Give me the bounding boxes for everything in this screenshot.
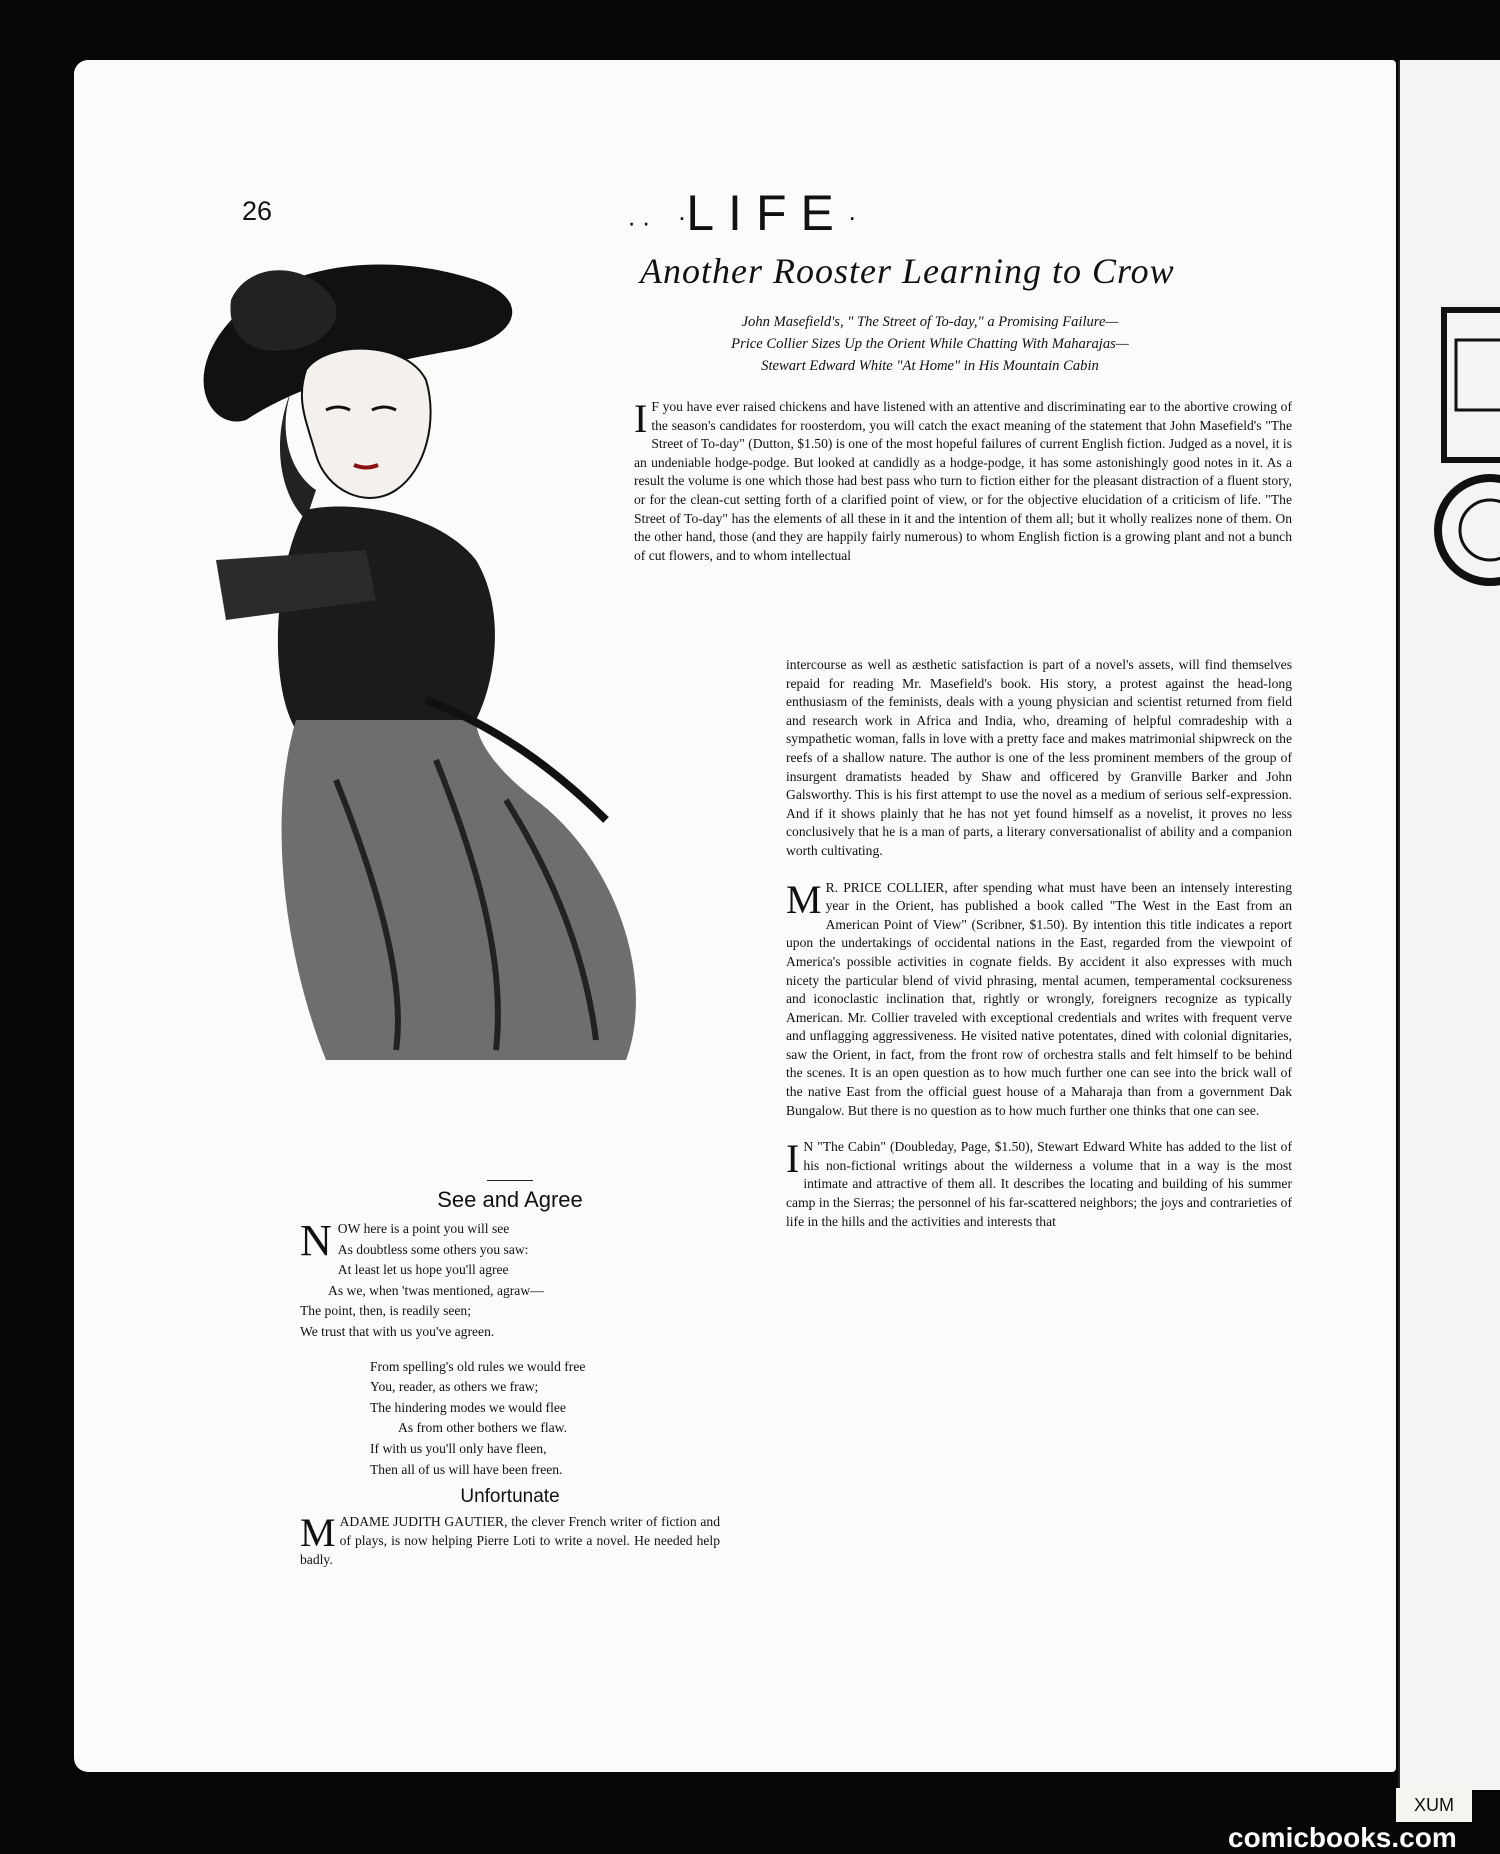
poem-divider <box>487 1180 533 1181</box>
poem-line: We trust that with us you've agreen. <box>300 1323 495 1339</box>
dropcap-m: M <box>786 876 822 922</box>
poem-line: As we, when 'twas mentioned, agraw— <box>328 1282 544 1298</box>
poem-line: If with us you'll only have fleen, <box>370 1440 547 1456</box>
subhead-line: Stewart Edward White "At Home" in His Mountain Cabin <box>761 358 1099 374</box>
dropcap-i: I <box>634 396 648 441</box>
unfortunate-paragraph <box>300 1512 720 1569</box>
poem-body <box>300 1216 720 1480</box>
source-watermark: comicbooks.com <box>1228 1822 1457 1853</box>
poem-line: Then all of us will have been freen. <box>370 1461 563 1477</box>
woman-in-hat-illustration <box>176 260 776 1130</box>
dropcap-m-2: M <box>300 1510 336 1556</box>
article-paragraph-2 <box>786 876 1292 1121</box>
poem-line: You, reader, as others we fraw; <box>370 1379 539 1395</box>
unfortunate-title: Unfortunate <box>460 1486 560 1508</box>
article-column-narrow <box>786 656 1292 1231</box>
poem-line: At least let us hope you'll agree <box>337 1262 509 1278</box>
article-paragraph-1 <box>634 398 1292 565</box>
masthead-dot-right: · <box>847 201 857 232</box>
unfortunate-text: ADAME JUDITH GAUTIER, the clever French writer of fiction and of plays, is now helping Pierre Loti to write a novel. He needed help badly. <box>300 1514 720 1568</box>
subhead-line: Price Collier Sizes Up the Orient While Chatting With Maharajas— <box>731 336 1129 352</box>
dropcap-i-2: I <box>786 1136 800 1182</box>
paragraph-3-text: N "The Cabin" (Doubleday, Page, $1.50), Stewart Edward White has added to the list of his non-fictional writings about the wilderness a volume that in a way is the most intimate and attractive of them all. It describes the locating and building of his summer camp in the Sierras; the personnel of his far-scattered neighbors; the joys and contrarieties of life in the hills and the activities and interests that <box>786 1139 1292 1229</box>
poem-line: OW here is a point you will see <box>337 1221 510 1236</box>
poem-line: The hindering modes we would flee <box>370 1399 566 1415</box>
adjacent-page-illustration-fragment <box>1430 300 1500 630</box>
masthead-dot-left: · <box>677 201 687 232</box>
poem-stanza-2 <box>370 1357 720 1481</box>
article-column-wide <box>634 398 1292 565</box>
masthead <box>628 184 878 242</box>
subhead-line: John Masefield's, " The Street of To-day," a Promising Failure— <box>741 314 1119 330</box>
poem-line: From spelling's old rules we would free <box>370 1358 586 1374</box>
paragraph-1-text: F you have ever raised chickens and have listened with an attentive and discriminating ear to the abortive crowing of the season's candidates for roosterdom, you will catch the exact meaning of the statement that John Masefield's "The Street of To-day" (Dutton, $1.50) is one of the most hopeful failures of current English fiction. Judged as a novel, it is an undeniable hodge-podge. But looked at candidly as a hodge-podge, it has some astonishingly good notes in it. As a result the volume is one which those had best pass who turn to fiction either for the pleasant distraction of a fluent story, or for the clean-cut setting forth of a clarified point of view, or for the objective elucidation of a criticism of life. "The Street of To-day" has the elements of all these in it and the intention of them all; but it wholly realizes none of them. On the other hand, those (and they are happily fairly numerous) to whom English fiction is a growing plant and not a bunch of cut flowers, and to whom intellectual <box>634 399 1292 563</box>
masthead-title: LIFE <box>686 185 848 241</box>
article-headline: Another Rooster Learning to Crow <box>640 251 1175 291</box>
poem-stanza-1 <box>300 1216 720 1343</box>
poem-line: The point, then, is readily seen; <box>300 1303 472 1319</box>
article-paragraph-1-continued: intercourse as well as æsthetic satisfaction is part of a novel's assets, will find themselves repaid for reading Mr. Masefield's book. His story, a protest against the head-long enthusiasm of the feminists, deals with a young physician and scientist returned from field and research work in Africa and India, who, dreaming of helpful comradeship with a sympathetic woman, falls in love with a pretty face and makes matrimonial shipwreck on the reefs of a shallow nature. The author is one of the less prominent members of the group of insurgent dramatists headed by Shaw and officered by Granville Barker and John Galsworthy. This is his first attempt to use the novel as a medium of serious self-expression. And if it shows plainly that he has not yet found himself as a novelist, it proves no less conclusively that he is a man of parts, a literary conversationalist of ability and a companion worth cultivating. <box>786 657 1292 858</box>
scan-edge-label: XUM <box>1396 1788 1472 1822</box>
page-number: 26 <box>242 196 273 226</box>
paragraph-2-text: R. PRICE COLLIER, after spending what must have been an intensely interesting year in the Orient, has published a book called "The West in the East from an American Point of View" (Scribner, $1.50). By intention this title indicates a report upon the undertakings of occidental nations in the East, regarded from the viewpoint of America's possible activities in cognate fields. By accident it also expresses with much nicety the particular blend of vivid phrasing, mental acumen, temperamental cocksureness and iconoclastic inclination that, rightly or wrongly, foreigners recognize as typically American. Mr. Collier traveled with exceptional credentials and writes with frequent verve and unflagging aggressiveness. He visited native potentates, dined with colonial dignitaries, saw the Orient, in fact, from the front row of orchestra stalls and felt himself to be behind the scenes. It is an open question as to how much further one can see into the brick wall of the native East from the official guest house of a Maharaja than from a government Dak Bungalow. But there is no question as to how much further one thinks that one can see. <box>786 879 1292 1118</box>
poem-dropcap: N <box>300 1216 332 1265</box>
poem-title: See and Agree <box>437 1187 583 1212</box>
poem-line: As doubtless some others you saw: <box>337 1241 529 1257</box>
masthead-lead-dots: . . <box>628 201 650 232</box>
article-paragraph-3 <box>786 1138 1292 1231</box>
poem-line: As from other bothers we flaw. <box>398 1420 567 1436</box>
see-and-agree-box <box>300 1180 720 1569</box>
